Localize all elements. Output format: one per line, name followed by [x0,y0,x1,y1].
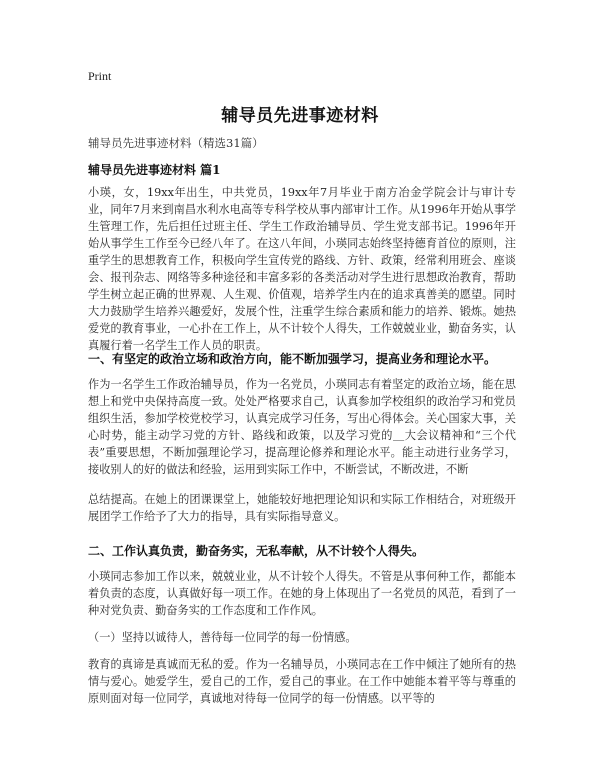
sub-heading-sincerity: （一）坚持以诚待人，善待每一位同学的每一份情感。 [88,631,357,644]
heading-responsibility: 二、工作认真负责，勤奋务实，无私奉献，从不计较个人得失。 [88,544,425,558]
paragraph-summary: 总结提高。在她上的团课课堂上，她能较好地把理论知识和实际工作相结合，对班级开展团学工作给予了大力的指导，具有实际指导意义。 [88,493,516,523]
paragraph-study: 作为一名学生工作政治辅导员，作为一名党员，小瑛同志有着坚定的政治立场，能在思想上和党中央保持高度一致。处处严格要求自己，认真参加学校组织的政治学习和党员组织生活，参加学校党校学习，认真完成学习任务，写出心得体会。关心国家大事，关心时势，能主动学习党的方针、路线和政策，以及学习党的＿大会议精神和“三个代表”重要思想，不断加强理论学习，提高理论修养和理论水平。能主动进行业务学习，接收别人的好的做法和经验，运用到实际工作中，不断尝试，不断改进，不断 [88,378,516,476]
paragraph-sincerity: 教育的真谛是真诚而无私的爱。作为一名辅导员，小瑛同志在工作中倾注了她所有的热情与爱心。她爱学生，爱自己的工作，爱自己的事业。在工作中她能本着平等与尊重的原则面对每一位同学，真诚地对待每一位同学的每一份情感。以平等的 [88,658,516,705]
paragraph-intro: 小瑛，女，19xx年出生，中共党员，19xx年7月毕业于南方冶金学院会计与审计专业，同年7月来到南昌水利水电高等专科学校从事内部审计工作。从1996年开始从事学生管理工作，先后担任过班主任、学生工作政治辅导员、学生党支部书记。1996年开始从事学生工作至今已经八年了。在这八年间，小瑛同志始终坚持德育首位的原则，注重学生的思想教育工作，积极向学生宣传党的路线、方针、政策，经常利用班会、座谈会、报刊杂志、网络等多种途径和丰富多彩的各类活动对学生进行思想政治教育，帮助学生树立起正确的世界观、人生观、价值观，培养学生内在的追求真善美的愿望。同时大力鼓励学生培养兴趣爱好，发展个性，注重学生综合素质和能力的培养、锻炼。她热爱党的教育事业，一心扑在工作上，从不计较个人得失，工作兢兢业业，勤奋务实，认真履行着一名学生工作人员的职责。 [88,186,516,352]
document-subtitle: 辅导员先进事迹材料（精选31篇） [88,136,264,150]
print-link[interactable]: Print [88,69,112,83]
heading-political-stance: 一、有坚定的政治立场和政治方向，能不断加强学习，提高业务和理论水平。 [88,352,497,366]
section-title: 辅导员先进事迹材料 篇1 [88,163,221,177]
paragraph-dedication: 小瑛同志参加工作以来，兢兢业业，从不计较个人得失。不管是从事何种工作，都能本着负责的态度，认真做好每一项工作。在她的身上体现出了一名党员的风范，看到了一种对党负责、勤奋务实的工作态度和工作作风。 [88,570,516,617]
page-title: 辅导员先进事迹材料 [221,106,379,126]
